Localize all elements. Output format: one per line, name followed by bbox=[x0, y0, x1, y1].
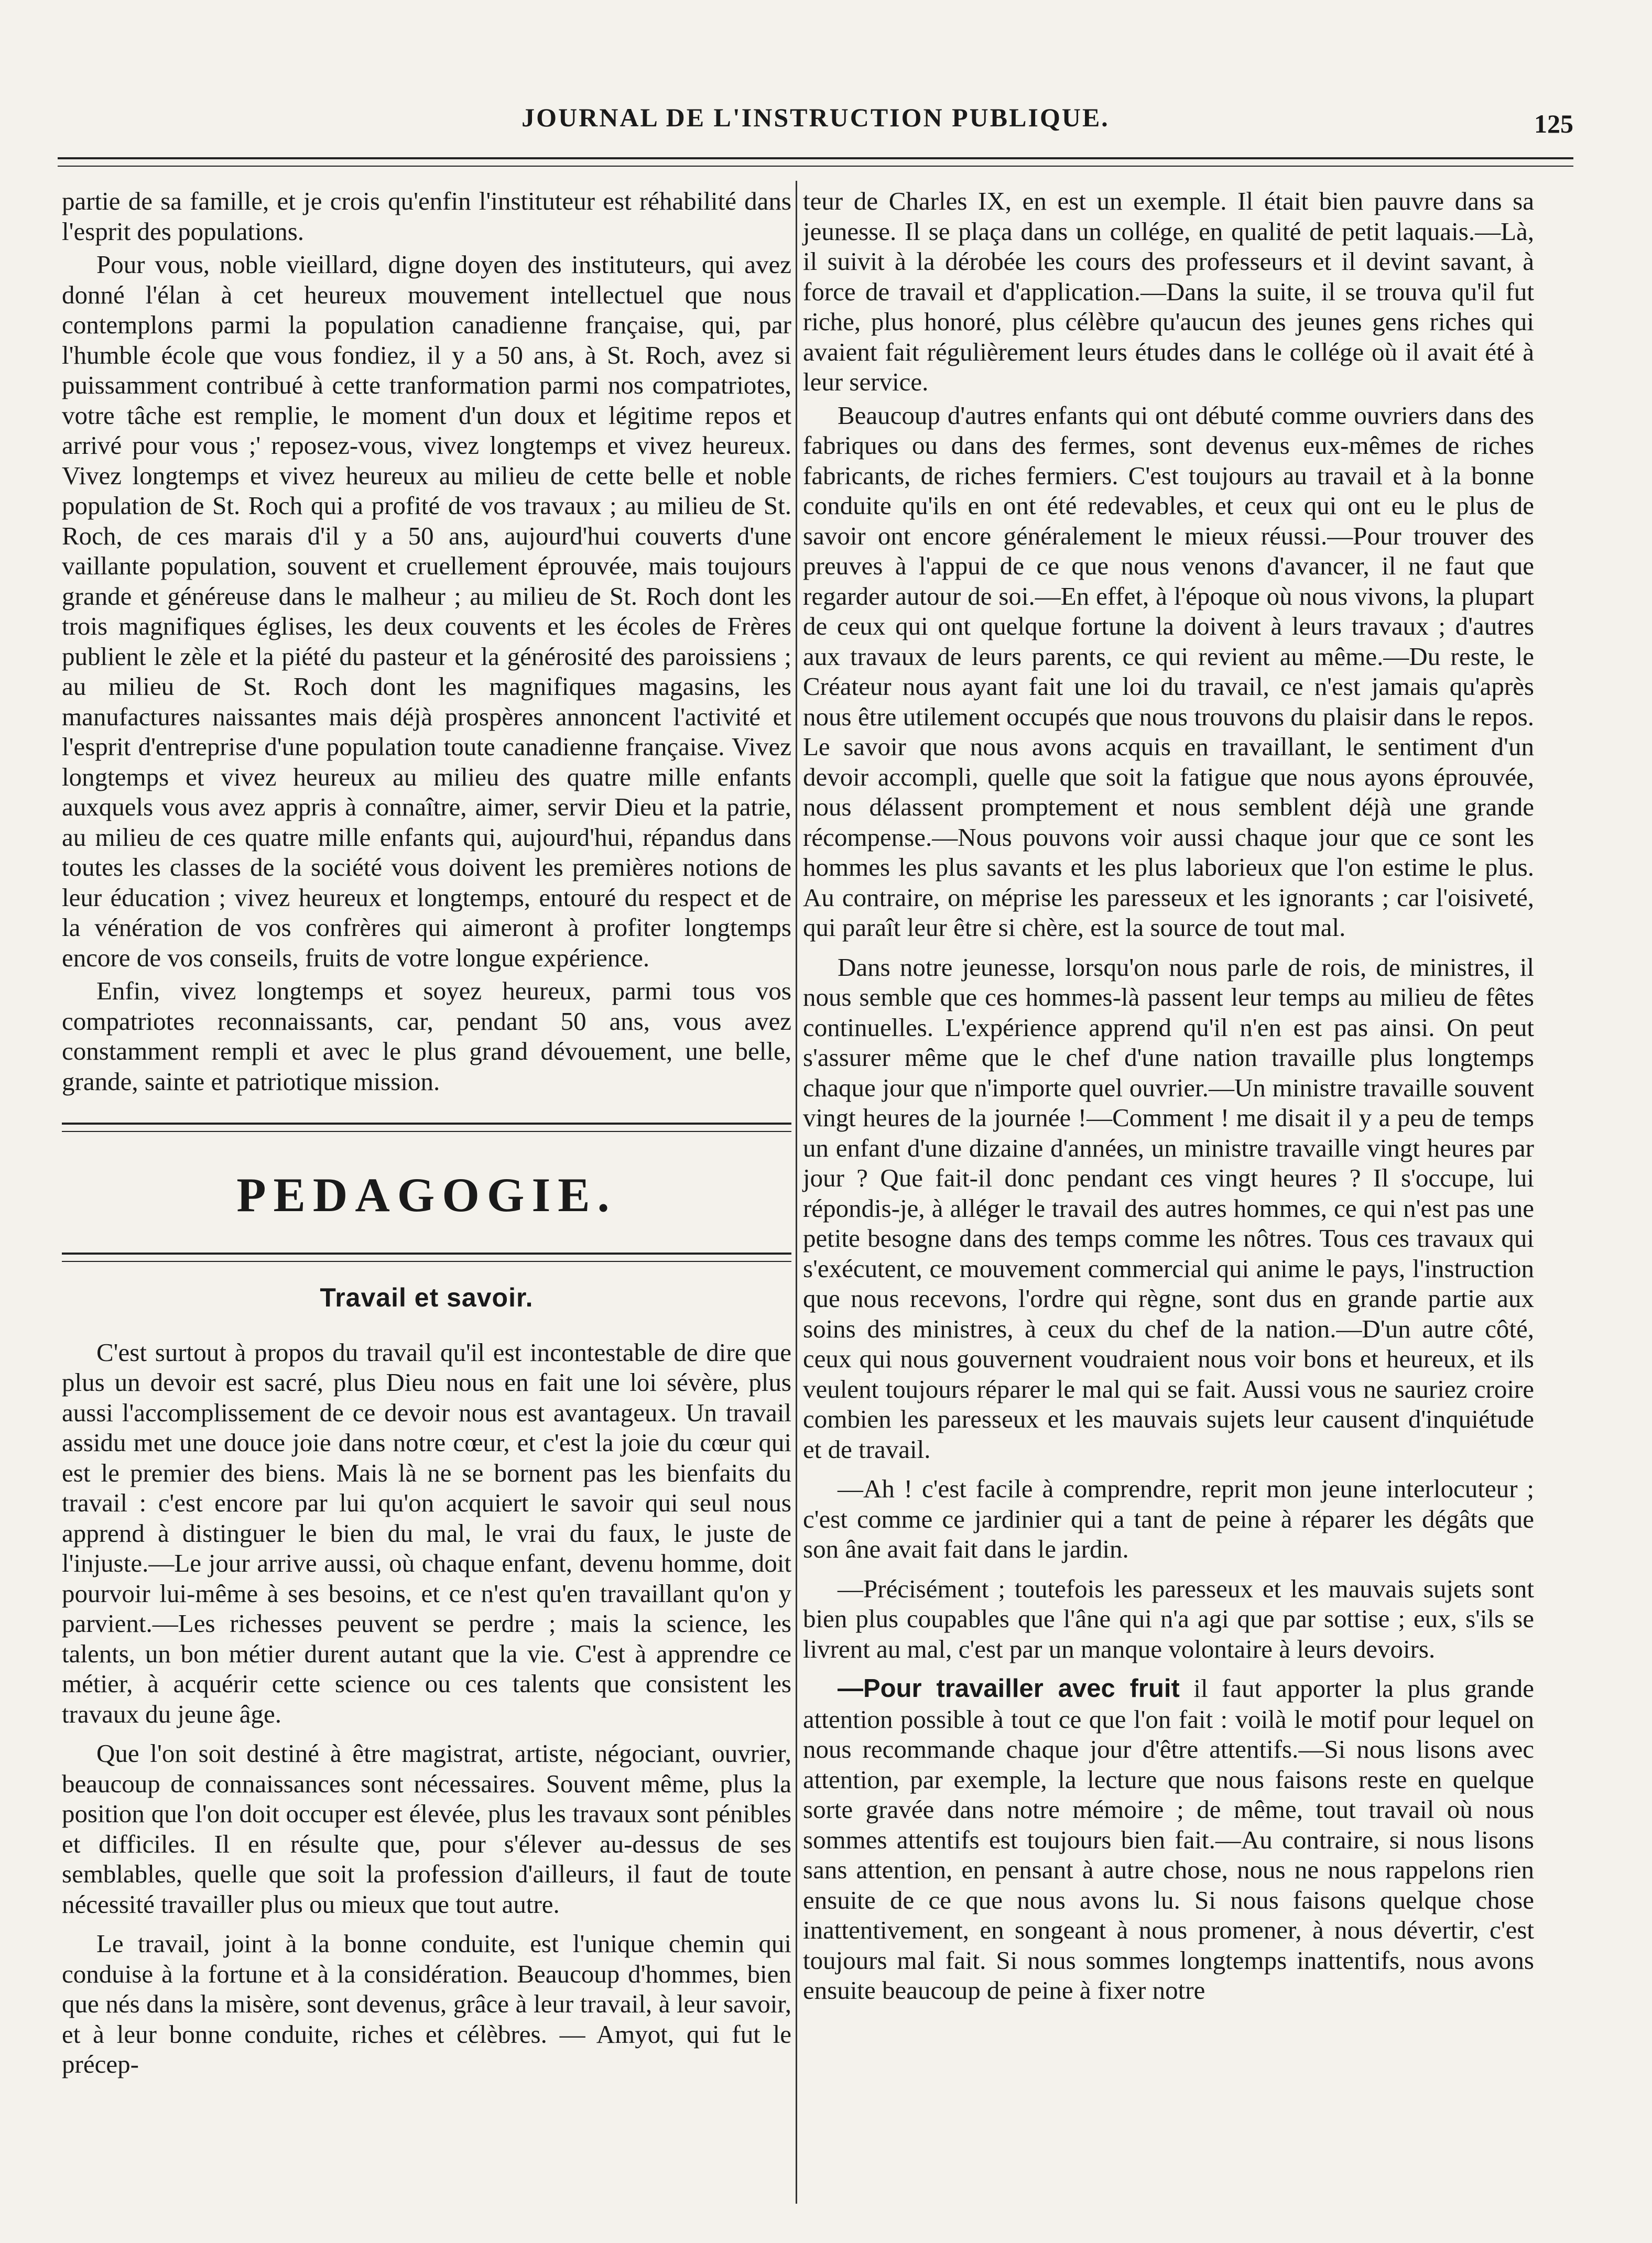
left-column bbox=[62, 186, 791, 2083]
paragraph: Beaucoup d'autres enfants qui ont débuté comme ouvriers dans des fabriques ou dans des fermes, sont devenus eux-mêmes de riches fabricants, de riches fermiers. C'est toujours au travail et à la bonne conduite qu'ils en ont été redevables, et ceux qui ont eu le plus de savoir ont encore généralement le mieux réussi.—Pour trouver des preuves à l'appui de ce que nous venons d'avancer, il ne faut que regarder autour de soi.—En effet, à l'époque où nous vivons, la plupart de ceux qui ont quelque fortune la doivent à leurs travaux ; d'autres aux travaux de leurs parents, ce qui revient au même.—Du reste, le Créateur nous ayant fait une loi du travail, ce n'est jamais qu'après nous être utilement occupés que nous trouvons du plaisir dans le repos. Le savoir que nous avons acquis en travaillant, le sentiment d'un devoir accompli, quelle que soit la fatigue que nous ayons éprouvée, nous délassent promptement et nous semblent déjà une grande récompense.—Nous pouvons voir aussi chaque jour que ce sont les hommes les plus savants et les plus laborieux que l'on estime le plus. Au contraire, on méprise les paresseux et les ignorants ; car l'oisiveté, qui paraît leur être si chère, est la source de tout mal. bbox=[803, 400, 1534, 942]
section-title: PEDAGOGIE. bbox=[236, 1168, 617, 1222]
column-divider bbox=[796, 181, 797, 2204]
paragraph: Que l'on soit destiné à être magistrat, artiste, négociant, ouvrier, beaucoup de connaissances sont nécessaires. Souvent même, plus la position que l'on doit occuper est élevée, plus les travaux sont pénibles et difficiles. Il en résulte que, pour s'élever au-dessus de ses semblables, quelle que soit la profession d'ailleurs, il faut de toute nécessité travailler plus ou mieux que tout autre. bbox=[62, 1739, 791, 1919]
paragraph: partie de sa famille, et je crois qu'enfin l'instituteur est réhabilité dans l'esprit des populations. bbox=[62, 187, 791, 246]
paragraph: Pour vous, noble vieillard, digne doyen des instituteurs, qui avez donné l'élan à cet heureux mouvement intellectuel que nous contemplons parmi la population canadienne française, qui, par l'humble école que vous fondiez, il y a 50 ans, à St. Roch, avez si puissamment contribué à cette tranformation parmi nos compatriotes, votre tâche est remplie, le moment d'un doux et légitime repos et arrivé pour vous ;' reposez-vous, vivez longtemps et vivez heureux. Vivez longtemps et vivez heureux au milieu de cette belle et noble population de St. Roch qui a profité de vos travaux ; au milieu de St. Roch, de ces marais d'il y a 50 ans, aujourd'hui couverts d'une vaillante population, souvent et cruellement éprouvée, mais toujours grande et généreuse dans le malheur ; au milieu de St. Roch dont les trois magnifiques églises, les deux couvents et les écoles de Frères publient le zèle et la piété du pasteur et la générosité des paroissiens ; au milieu de St. Roch dont les magnifiques magasins, les manufactures naissantes mais déjà prospères annoncent l'activité et l'esprit d'entreprise d'une population toute canadienne française. Vivez longtemps et vivez heureux au milieu des quatre mille enfants auxquels vous avez appris à connaître, aimer, servir Dieu et la patrie, au milieu de ces quatre mille enfants qui, aujourd'hui, répandus dans toutes les classes de la société vous doivent les premières notions de leur éducation ; vivez heureux et longtemps, entouré du respect et de la vénération de vos confrères qui aimeront à profiter longtemps encore de vos conseils, fruits de votre longue expérience. bbox=[62, 250, 791, 972]
paragraph: Enfin, vivez longtemps et soyez heureux, parmi tous vos compatriotes reconnaissants, car, pendant 50 ans, vous avez constamment rempli et avec le plus grand dévouement, une belle, grande, sainte et patriotique mission. bbox=[62, 976, 791, 1096]
paragraph bbox=[803, 1673, 1534, 2006]
paragraph: —Ah ! c'est facile à comprendre, reprit mon jeune interlocuteur ; c'est comme ce jardinier qui a tant de peine à réparer les dégâts que son âne avait fait dans le jardin. bbox=[803, 1474, 1534, 1563]
page-number: 125 bbox=[1534, 109, 1573, 138]
paragraph: Dans notre jeunesse, lorsqu'on nous parle de rois, de ministres, il nous semble que ces hommes-là passent leur temps au milieu de fêtes continuelles. L'expérience apprend qu'il n'en est pas ainsi. On peut s'assurer même que le chef d'une nation travaille plus longtemps chaque jour que n'importe quel ouvrier.—Un ministre travaille souvent vingt heures de la journée !—Comment ! me disait il y a peu de temps un enfant d'une dizaine d'années, un ministre travaille vingt heures par jour ? Que fait-il donc pendant ces vingt heures ? Il s'occupe, lui répondis-je, à alléger le travail des autres hommes, ce qui n'est pas une petite besogne dans des temps comme les nôtres. Tous ces travaux qui s'exécutent, ce mouvement commercial qui anime le pays, l'instruction que nous recevons, l'ordre qui règne, sont dus en grande partie aux soins des ministres, à ceux du chef de la nation.—D'un autre côté, ceux qui nous gouvernent voudraient nous voir bons et heureux, et ils veulent toujours réparer le mal qui se fait. Aussi vous ne sauriez croire combien les paresseux et les mauvais sujets leur causent d'inquiétude et de travail. bbox=[803, 952, 1534, 1464]
right-column bbox=[803, 186, 1534, 2009]
paragraph: C'est surtout à propos du travail qu'il est incontestable de dire que plus un devoir est sacré, plus Dieu nous en fait une loi sévère, plus aussi l'accomplissement de ce devoir nous est avantageux. Un travail assidu met une douce joie dans notre cœur, et c'est la joie du cœur qui est le premier des biens. Mais là ne se bornent pas les bienfaits du travail : c'est encore par lui qu'on acquiert le savoir qui seul nous apprend à distinguer le bien du mal, le vrai du faux, le juste de l'injuste.—Le jour arrive aussi, où chaque enfant, devenu homme, doit pourvoir lui-même à ses besoins, et ce n'est qu'en travaillant qu'on y parvient.—Les richesses peuvent se perdre ; mais la science, les talents, un bon métier durent autant que la vie. C'est à apprendre ce métier, à acquérir cette science ou ces talents que consistent les travaux du jeune âge. bbox=[62, 1337, 791, 1728]
running-head bbox=[58, 102, 1573, 149]
running-title: JOURNAL DE L'INSTRUCTION PUBLIQUE. bbox=[521, 103, 1110, 132]
section-double-rule bbox=[62, 1123, 791, 1132]
paragraph: teur de Charles IX, en est un exemple. Il était bien pauvre dans sa jeunesse. Il se plaça dans un collége, en qualité de petit laquais.—Là, il suivit à la dérobée les cours des professeurs et il devint savant, à force de travail et d'application.—Dans la suite, il se trouva qu'il fut riche, plus honoré, plus célèbre qu'aucun des jeunes gens riches qui avaient fait régulièrement leurs études dans le collége où il avait été à leur service. bbox=[803, 187, 1534, 396]
paragraph-text: il faut apporter la plus grande attention possible à tout ce que l'on fait : voilà le motif pour lequel on nous recommande chaque jour d'être attentifs.—Si nous lisons avec attention, par exemple, la lecture que nous faisons reste en quelque sorte gravée dans notre mémoire ; de même, tout travail où nous sommes attentifs est toujours bien fait.—Au contraire, si nous lisons sans attention, en pensant à autre chose, nous ne nous rappelons rien ensuite de ce que nous avons lu. Si nous faisons quelque chose inattentivement, en songeant à nous promener, à nous dévertir, c'est toujours mal fait. Si nous sommes longtemps inattentifs, nous avons ensuite beaucoup de peine à fixer notre bbox=[803, 1674, 1535, 2005]
article-title: Travail et savoir. bbox=[320, 1283, 534, 1312]
paragraph: Le travail, joint à la bonne conduite, est l'unique chemin qui conduise à la fortune et à la considération. Beaucoup d'hommes, bien que nés dans la misère, sont devenus, grâce à leur travail, à leur savoir, et à leur bonne conduite, riches et célèbres. — Amyot, qui fut le précep- bbox=[62, 1929, 791, 2078]
header-double-rule bbox=[58, 157, 1573, 167]
section-double-rule bbox=[62, 1253, 791, 1262]
paragraph: —Précisément ; toutefois les paresseux et les mauvais sujets sont bien plus coupables que l'âne qui n'a agi que par sottise ; eux, s'ils se livrent au mal, c'est par un manque volontaire à leurs devoirs. bbox=[803, 1574, 1534, 1663]
paragraph-lead: —Pour travailler avec fruit bbox=[838, 1674, 1180, 1703]
